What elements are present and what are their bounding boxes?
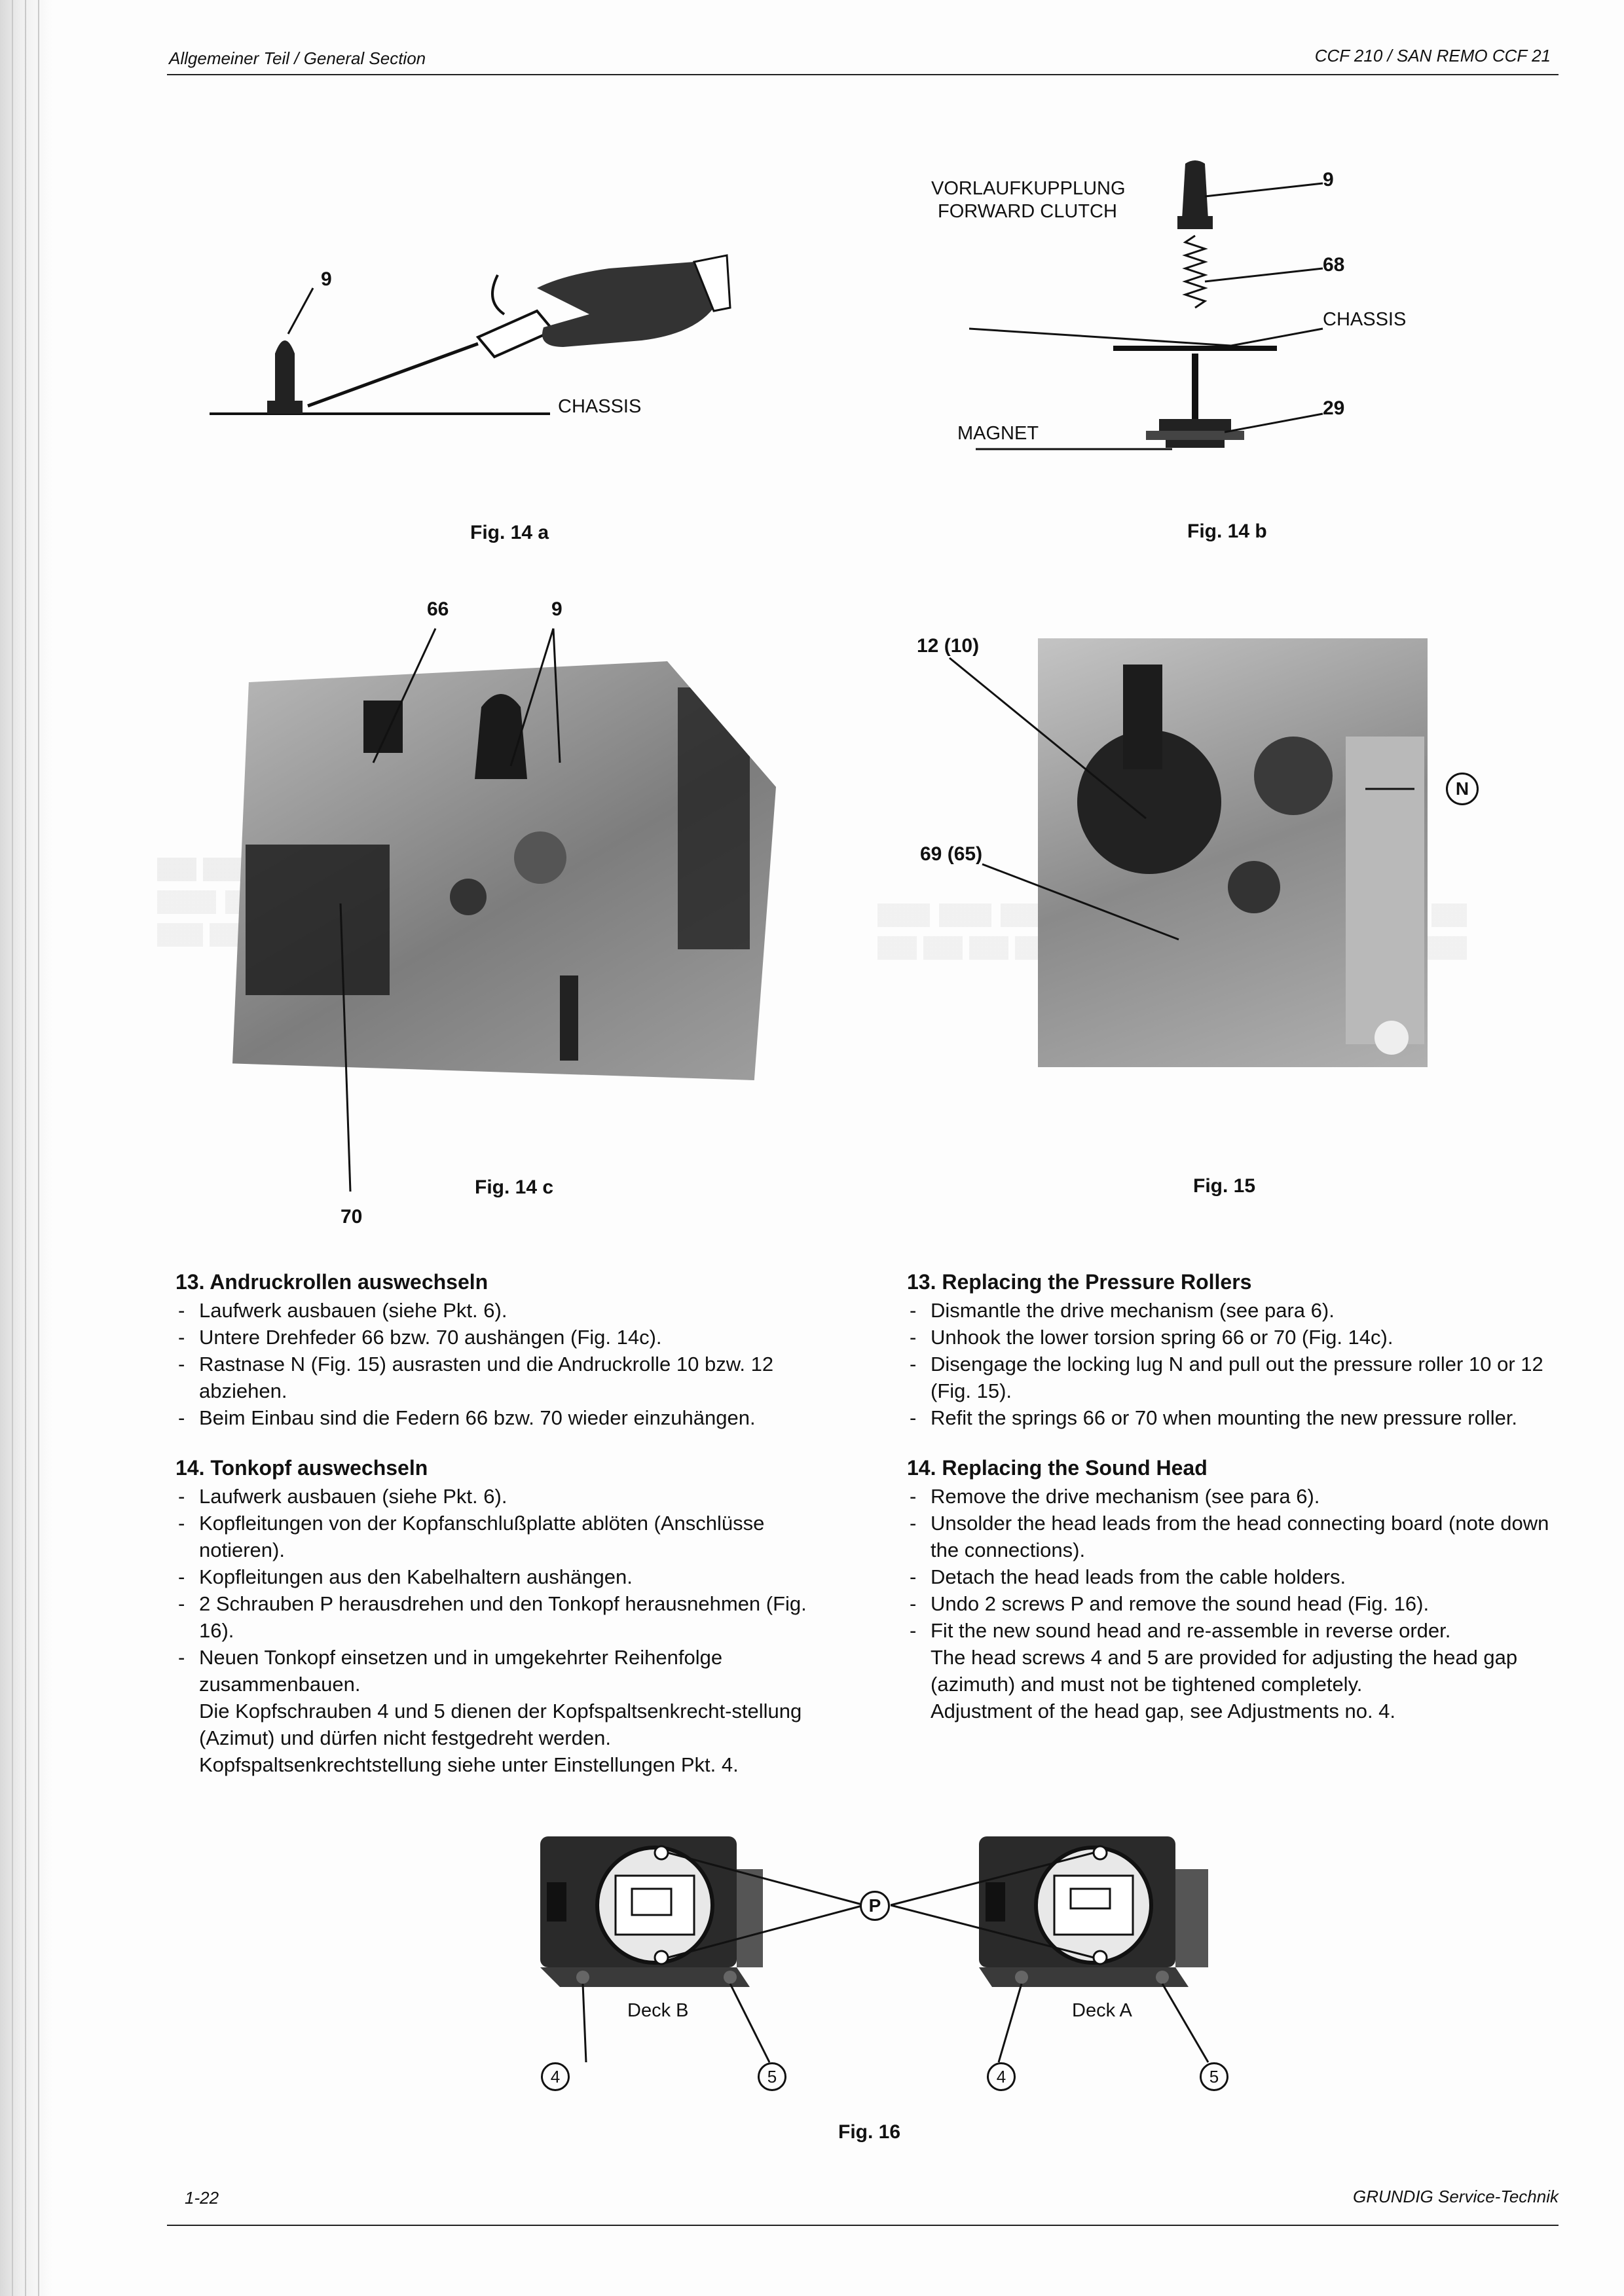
fig15-leader-lines [943,648,1414,949]
fig14c-leader-lines [321,615,596,1224]
de13-title: 13. Andruckrollen auswechseln [175,1270,489,1294]
de14-title: 14. Tonkopf auswechseln [175,1456,428,1480]
fig16-screw-4-marker-b: 4 [541,2062,570,2091]
en13-title: 13. Replacing the Pressure Rollers [907,1270,1252,1294]
de14-item: - Neuen Tonkopf einsetzen und in umgekehrter Reihenfolge zusammenbauen. [175,1644,837,1698]
page-edge-line [12,0,13,2296]
footer-rule [167,2225,1559,2226]
de14-item: - Kopfleitungen aus den Kabelhaltern aushängen. [175,1563,837,1590]
fig14b-part-9: 9 [1323,169,1334,191]
fig14c-part-9: 9 [551,598,563,620]
fig-14a-drawing [196,249,733,432]
fig14b-chassis-label: CHASSIS [1323,309,1407,330]
header-right: CCF 210 / SAN REMO CCF 21 [1314,46,1551,65]
fig16-screw-p-marker: P [860,1891,890,1921]
en14-item: - Unsolder the head leads from the head connecting board (note down the connections). [907,1510,1562,1563]
en14-note: Adjustment of the head gap, see Adjustments no. 4. [931,1700,1396,1722]
de14-item: - 2 Schrauben P herausdrehen und den Tonkopf herausnehmen (Fig. 16). [175,1590,837,1644]
fig14c-part-66: 66 [427,598,449,620]
de14-item: - Laufwerk ausbauen (siehe Pkt. 6). [175,1483,837,1510]
page-edge-shadow [0,0,52,2296]
en13-item: - Disengage the locking lug N and pull out the pressure roller 10 or 12 (Fig. 15). [907,1351,1562,1404]
fig14b-part-68: 68 [1323,254,1345,276]
fig14a-chassis-label: CHASSIS [558,396,642,417]
fig15-caption: Fig. 15 [1193,1175,1256,1197]
fig16-caption: Fig. 16 [838,2121,901,2143]
en13-item: - Refit the springs 66 or 70 when mounting the new pressure roller. [907,1404,1562,1431]
de14-item: - Kopfleitungen von der Kopfanschlußplatte ablöten (Anschlüsse notieren). [175,1510,837,1563]
fig16-deck-b-label: Deck B [627,2000,689,2021]
de-section-14 [175,1455,837,1778]
fig14c-caption: Fig. 14 c [475,1176,554,1198]
de14-note: Die Kopfschrauben 4 und 5 dienen der Kopfspaltsenkrecht-stellung (Azimut) und dürfen nicht festgedreht werden. [199,1700,802,1749]
fig14a-part-9: 9 [321,268,332,290]
en13-item: - Unhook the lower torsion spring 66 or 70 (Fig. 14c). [907,1324,1562,1351]
page-edge-line [38,0,39,2296]
en14-item: - Undo 2 screws P and remove the sound head (Fig. 16). [907,1590,1562,1617]
fig16-drawing [534,1830,1228,2085]
header-rule [167,74,1559,75]
fig15-part-69: 69 (65) [920,843,983,865]
de13-item: - Untere Drehfeder 66 bzw. 70 aushängen (Fig. 14c). [175,1324,837,1351]
fig14b-part-29: 29 [1323,397,1345,419]
en14-item: - Detach the head leads from the cable holders. [907,1563,1562,1590]
fig15-lug-n-marker: N [1446,773,1479,805]
fig14c-part-70: 70 [341,1206,363,1228]
en14-note: The head screws 4 and 5 are provided for adjusting the head gap (azimuth) and must not be tightened completely. [931,1646,1518,1696]
fig16-screw-4-marker-a: 4 [987,2062,1016,2091]
de14-note: Kopfspaltsenkrechtstellung siehe unter Einstellungen Pkt. 4. [199,1753,739,1776]
fig15-part-12: 12 (10) [917,635,980,657]
fig14b-caption: Fig. 14 b [1187,520,1267,542]
fig16-screw-5-marker-b: 5 [758,2062,786,2091]
de13-item: - Laufwerk ausbauen (siehe Pkt. 6). [175,1297,837,1324]
en14-title: 14. Replacing the Sound Head [907,1456,1208,1480]
de13-item: - Rastnase N (Fig. 15) ausrasten und die Andruckrolle 10 bzw. 12 abziehen. [175,1351,837,1404]
en14-item: - Remove the drive mechanism (see para 6). [907,1483,1562,1510]
en-section-13 [907,1269,1562,1431]
en-section-14 [907,1455,1562,1724]
fig14b-magnet-label: MAGNET [957,423,1039,444]
en14-item: - Fit the new sound head and re-assemble in reverse order. [907,1617,1562,1644]
header-left: Allgemeiner Teil / General Section [169,48,426,68]
fig14b-clutch-en: FORWARD CLUTCH [938,201,1117,222]
footer-page-number: 1-22 [185,2188,219,2208]
fig16-deck-a-label: Deck A [1072,2000,1132,2021]
fig14a-caption: Fig. 14 a [470,522,549,543]
footer-brand: GRUNDIG Service-Technik [1352,2187,1559,2206]
de13-item: - Beim Einbau sind die Federn 66 bzw. 70 wieder einzuhängen. [175,1404,837,1431]
fig14b-clutch-de: VORLAUFKUPPLUNG [931,178,1126,199]
de-section-13 [175,1269,837,1431]
page-edge-line [25,0,26,2296]
en13-item: - Dismantle the drive mechanism (see para 6). [907,1297,1562,1324]
fig16-screw-5-marker-a: 5 [1200,2062,1228,2091]
